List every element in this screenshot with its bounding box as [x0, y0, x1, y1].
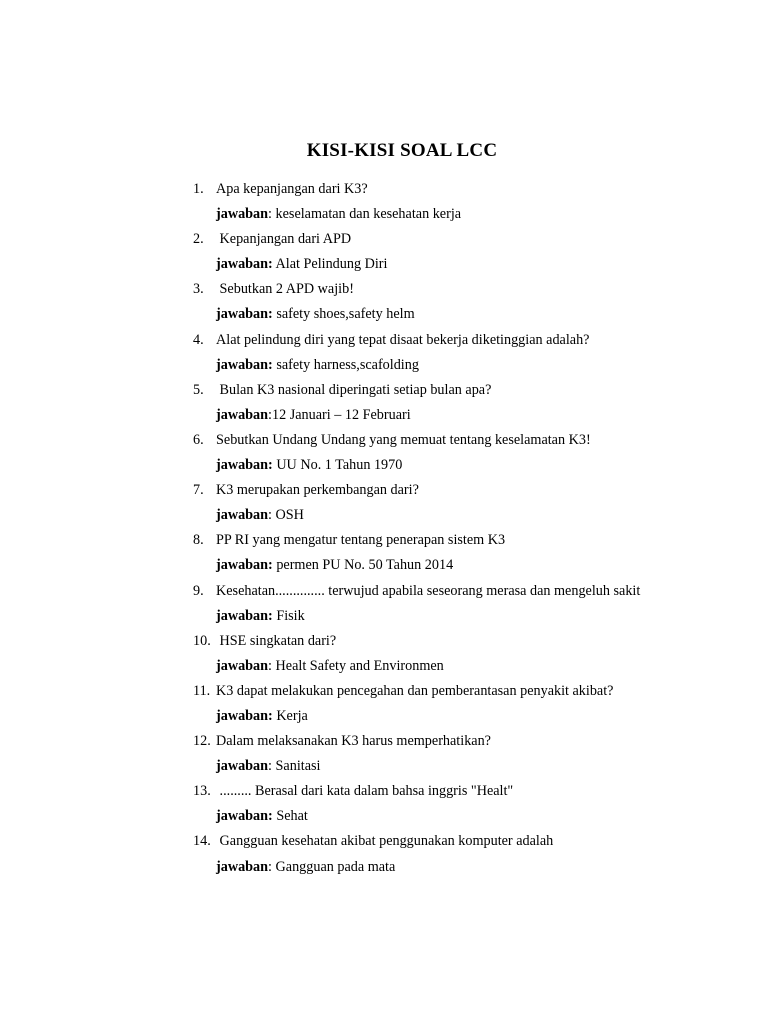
- question-line: [193, 177, 663, 202]
- answer-text: : Healt Safety and Environmen: [268, 657, 444, 674]
- question-line: [193, 528, 663, 553]
- question-number: 2.: [193, 231, 204, 248]
- list-item: [193, 328, 663, 378]
- answer-text: Alat Pelindung Diri: [272, 256, 388, 273]
- question-text: Kepanjangan dari APD: [216, 231, 352, 248]
- question-list: [193, 177, 663, 880]
- question-number: 14.: [193, 833, 211, 850]
- question-text: Apa kepanjangan dari K3?: [216, 181, 368, 197]
- question-text: PP RI yang mengatur tentang penerapan sistem K3: [216, 532, 506, 549]
- answer-line: [193, 654, 663, 679]
- question-line: [193, 779, 663, 804]
- answer-text: Fisik: [272, 607, 305, 624]
- answer-label: jawaban:: [216, 457, 273, 474]
- answer-text: : keselamatan dan kesehatan kerja: [268, 206, 462, 223]
- question-line: [193, 579, 663, 604]
- question-text: Dalam melaksanakan K3 harus memperhatikan?: [216, 733, 491, 750]
- answer-text: : Sanitasi: [268, 758, 321, 775]
- question-line: [193, 227, 663, 252]
- answer-text: UU No. 1 Tahun 1970: [272, 457, 403, 474]
- answer-text: safety harness,scafolding: [272, 356, 419, 373]
- question-number: 9.: [193, 582, 204, 599]
- answer-label: jawaban: [216, 858, 269, 875]
- answer-label: jawaban:: [216, 306, 273, 323]
- answer-label: jawaban:: [216, 557, 273, 574]
- answer-line: [193, 403, 663, 428]
- answer-text: Kerja: [272, 707, 308, 724]
- answer-line: [193, 453, 663, 478]
- question-text: HSE singkatan dari?: [216, 632, 337, 649]
- answer-label: jawaban: [216, 657, 269, 674]
- answer-label: jawaban:: [216, 356, 273, 373]
- question-line: [193, 328, 663, 353]
- answer-line: [193, 704, 663, 729]
- answer-text: : OSH: [268, 507, 304, 524]
- question-text: K3 merupakan perkembangan dari?: [216, 482, 419, 499]
- answer-line: [193, 553, 663, 578]
- question-line: [193, 428, 663, 453]
- question-number: 1.: [193, 181, 204, 197]
- list-item: [193, 629, 663, 679]
- question-line: [193, 729, 663, 754]
- question-number: 12.: [193, 733, 211, 750]
- answer-line: [193, 804, 663, 829]
- list-item: [193, 478, 663, 528]
- answer-label: jawaban:: [216, 707, 273, 724]
- question-line: [193, 478, 663, 503]
- list-item: [193, 579, 663, 629]
- question-line: [193, 829, 663, 854]
- question-text: Sebutkan 2 APD wajib!: [216, 281, 354, 298]
- answer-text: : Gangguan pada mata: [268, 858, 396, 875]
- list-item: [193, 277, 663, 327]
- answer-line: [193, 202, 663, 227]
- question-text: Bulan K3 nasional diperingati setiap bulan apa?: [216, 381, 492, 398]
- list-item: [193, 428, 663, 478]
- list-item: [193, 528, 663, 578]
- question-number: 11.: [193, 682, 211, 699]
- document-title: KISI-KISI SOAL LCC: [306, 140, 498, 161]
- list-item: [193, 829, 663, 879]
- answer-line: [193, 754, 663, 779]
- list-item: [193, 227, 663, 277]
- answer-label: jawaban:: [216, 256, 273, 273]
- list-item: [193, 779, 663, 829]
- list-item: [193, 378, 663, 428]
- question-text: K3 dapat melakukan pencegahan dan pemberantasan penyakit akibat?: [216, 682, 614, 699]
- question-number: 6.: [193, 431, 204, 448]
- answer-text: safety shoes,safety helm: [272, 306, 415, 323]
- answer-line: [193, 302, 663, 327]
- answer-line: [193, 503, 663, 528]
- answer-label: jawaban: [216, 206, 269, 223]
- answer-line: [193, 855, 663, 880]
- answer-text: Sehat: [272, 808, 308, 825]
- list-item: [193, 177, 663, 227]
- answer-line: [193, 252, 663, 277]
- answer-label: jawaban: [216, 507, 269, 524]
- answer-line: [193, 353, 663, 378]
- question-text: Alat pelindung diri yang tepat disaat bekerja diketinggian adalah?: [216, 331, 590, 348]
- question-number: 13.: [193, 783, 211, 800]
- question-line: [193, 629, 663, 654]
- question-number: 4.: [193, 331, 204, 348]
- question-line: [193, 378, 663, 403]
- question-line: [193, 277, 663, 302]
- question-number: 3.: [193, 281, 204, 298]
- question-line: [193, 679, 663, 704]
- answer-label: jawaban:: [216, 808, 273, 825]
- question-number: 5.: [193, 381, 204, 398]
- question-number: 10.: [193, 632, 211, 649]
- question-number: 7.: [193, 482, 204, 499]
- answer-line: [193, 604, 663, 629]
- answer-label: jawaban: [216, 406, 269, 423]
- answer-label: jawaban: [216, 758, 269, 775]
- question-text: Sebutkan Undang Undang yang memuat tentang keselamatan K3!: [216, 431, 591, 448]
- answer-label: jawaban:: [216, 607, 273, 624]
- question-number: 8.: [193, 532, 204, 549]
- question-text: Kesehatan.............. terwujud apabila seseorang merasa dan mengeluh sakit: [216, 582, 641, 599]
- question-text: Gangguan kesehatan akibat penggunakan komputer adalah: [216, 833, 554, 850]
- list-item: [193, 729, 663, 779]
- answer-text: permen PU No. 50 Tahun 2014: [272, 557, 454, 574]
- list-item: [193, 679, 663, 729]
- question-text: ......... Berasal dari kata dalam bahsa inggris "Healt": [216, 783, 514, 800]
- answer-text: :12 Januari – 12 Februari: [268, 406, 411, 423]
